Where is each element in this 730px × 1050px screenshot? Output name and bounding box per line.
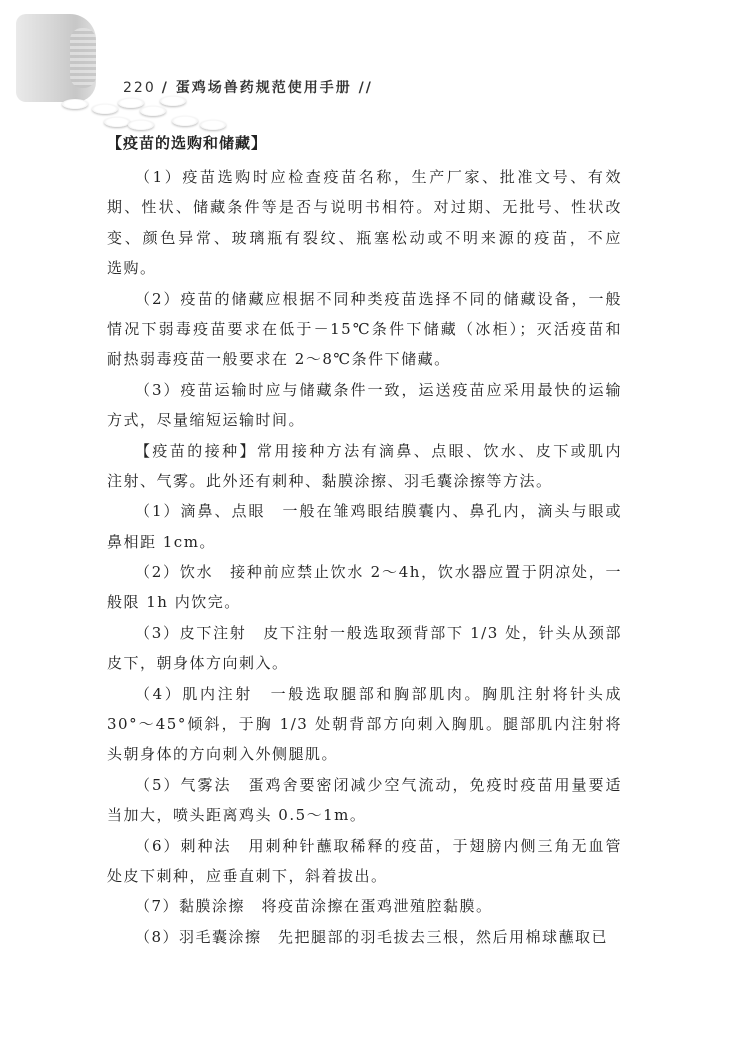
paragraph <box>107 831 622 892</box>
book-title: / 蛋鸡场兽药规范使用手册 // <box>161 80 373 96</box>
text-line: （7）黏膜涂擦 将疫苗涂擦在蛋鸡泄殖腔黏膜。 <box>135 897 493 916</box>
text-line: 【疫苗的接种】常用接种方法有滴鼻、点眼、饮水、皮下或肌内 <box>135 441 622 460</box>
pill-icon <box>118 98 144 108</box>
text-line: 头朝身体的方向刺入外侧腿肌。 <box>107 745 339 764</box>
text-line: 变、颜色异常、玻璃瓶有裂纹、瓶塞松动或不明来源的疫苗，不应 <box>107 228 622 247</box>
text-line: （1）疫苗选购时应检查疫苗名称，生产厂家、批准文号、有效 <box>135 168 622 186</box>
text-line: 处皮下刺种，应垂直刺下，斜着拔出。 <box>107 866 388 885</box>
text-line: 注射、气雾。此外还有刺种、黏膜涂擦、羽毛囊涂擦等方法。 <box>107 471 553 490</box>
page-body <box>107 129 622 952</box>
text-line: 30°～45°倾斜，于胸 1/3 处朝背部方向刺入胸肌。腿部肌内注射将 <box>107 715 622 734</box>
text-line: （5）气雾法 蛋鸡舍要密闭减少空气流动，免疫时疫苗用量要适 <box>135 775 622 794</box>
text-line: （2）疫苗的储藏应根据不同种类疫苗选择不同的储藏设备，一般 <box>135 289 622 308</box>
text-line: 般限 1h 内饮完。 <box>107 593 241 612</box>
text-line: （4）肌内注射 一般选取腿部和胸部肌肉。胸肌注射将针头成 <box>135 684 622 703</box>
paragraph <box>107 922 622 952</box>
pill-icon <box>62 99 88 109</box>
paragraph <box>107 496 622 557</box>
text-line: 当加大，喷头距离鸡头 0.5～1m。 <box>107 806 367 825</box>
text-line: （8）羽毛囊涂擦 先把腿部的羽毛拔去三根，然后用棉球蘸取已 <box>135 927 609 946</box>
paragraph <box>107 891 622 921</box>
paragraph <box>107 162 622 284</box>
section-heading: 【疫苗的选购和储藏】 <box>107 134 268 152</box>
text-line: 鼻相距 1cm。 <box>107 532 216 551</box>
paragraph <box>107 436 622 497</box>
text-line: 方式，尽量缩短运输时间。 <box>107 411 306 430</box>
text-line: 皮下，朝身体方向刺入。 <box>107 654 289 673</box>
pill-icon <box>104 117 130 127</box>
text-line: 期、性状、储藏条件等是否与说明书相符。对过期、无批号、性状改 <box>107 198 622 217</box>
pill-icon <box>140 106 166 116</box>
paragraph <box>107 770 622 831</box>
paragraph <box>107 618 622 679</box>
running-header <box>123 77 373 97</box>
paragraph <box>107 679 622 770</box>
page-number: 220 <box>123 80 156 96</box>
text-line: 情况下弱毒疫苗要求在低于－15℃条件下储藏（冰柜）；灭活疫苗和 <box>107 319 622 338</box>
text-line: （3）疫苗运输时应与储藏条件一致，运送疫苗应采用最快的运输 <box>135 380 622 399</box>
paragraph <box>107 284 622 375</box>
pill-icon <box>92 104 118 114</box>
pill-icon <box>160 96 186 106</box>
pill-icon <box>172 116 198 126</box>
paragraph <box>107 557 622 618</box>
paragraph <box>107 375 622 436</box>
text-line: （3）皮下注射 皮下注射一般选取颈背部下 1/3 处，针头从颈部 <box>135 623 622 642</box>
text-line: 选购。 <box>107 259 157 278</box>
text-line: （1）滴鼻、点眼 一般在雏鸡眼结膜囊内、鼻孔内，滴头与眼或 <box>135 502 622 521</box>
bottle-neck-decoration <box>70 28 96 88</box>
paragraphs <box>107 162 622 952</box>
text-line: 耐热弱毒疫苗一般要求在 2～8℃条件下储藏。 <box>107 350 451 369</box>
text-line: （6）刺种法 用刺种针蘸取稀释的疫苗，于翅膀内侧三角无血管 <box>135 836 622 855</box>
text-line: （2）饮水 接种前应禁止饮水 2～4h，饮水器应置于阴凉处，一 <box>135 563 622 582</box>
